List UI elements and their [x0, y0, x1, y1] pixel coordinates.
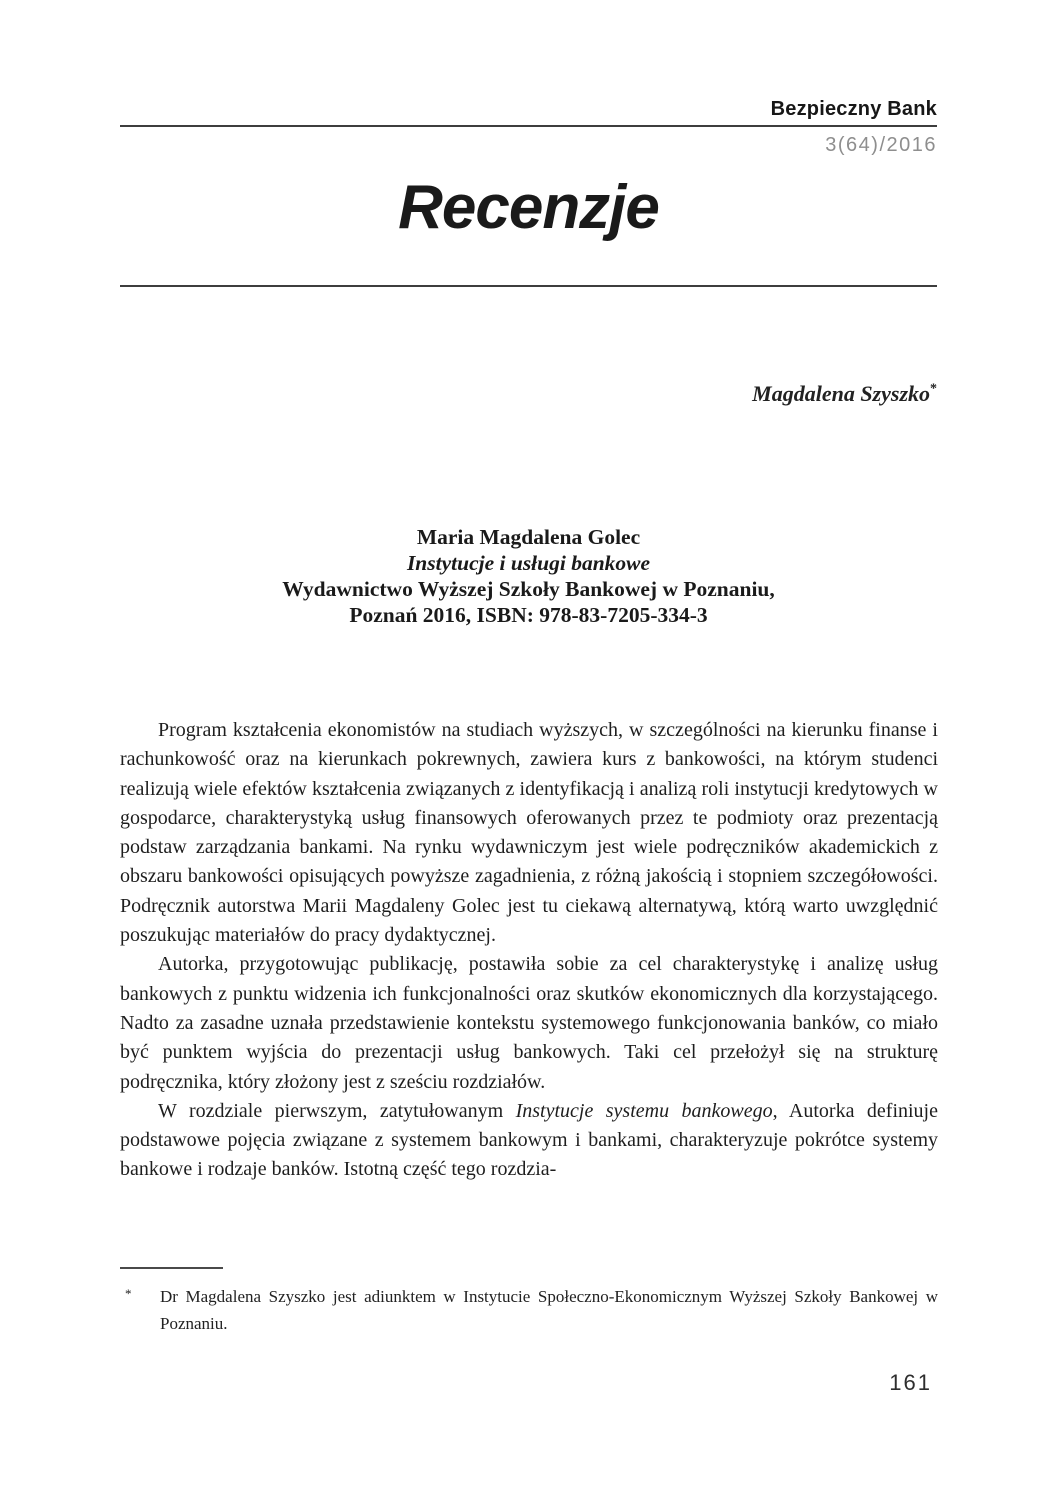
reviewer-footnote-marker: * [930, 381, 937, 397]
paragraph-3 [120, 1097, 938, 1185]
footnote-text: Dr Magdalena Szyszko jest adiunktem w Instytucie Społeczno-Ekonomicznym Wyższej Szkoły Bankowej w Poznaniu. [160, 1287, 938, 1333]
issue-number: 3(64)/2016 [825, 134, 937, 156]
reviewer-name-text: Magdalena Szyszko [752, 381, 930, 406]
book-author: Maria Magdalena Golec [416, 525, 641, 549]
footnote [120, 1283, 938, 1337]
paragraph-3-post: , Autorka definiuje podstawowe pojęcia związane z systemem bankowym i bankami, charakteryzuje pokrótce systemy bankowe i rodzaje banków. Istotną część tego rozdzia- [120, 1099, 938, 1181]
page-number: 161 [889, 1370, 932, 1395]
paragraph-3-pre: W rozdziale pierwszym, zatytułowanym [158, 1099, 516, 1122]
paragraph-1: Program kształcenia ekonomistów na studiach wyższych, w szczególności na kierunku finanse i rachunkowość oraz na kierunkach pokrewnych, zawiera kurs z bankowości, na którym studenci realizują wiele efektów kształcenia związanych z identyfikacją i analizą roli instytucji kredytowych w gospodarce, charakterystyką usług finansowych oferowanych przez te podmioty oraz prezentacją podstaw zarządzania bankami. Na rynku wydawniczym jest wiele podręczników akademickich z obszaru bankowości opisujących powyższe zagadnienia, z różną jakością i stopniem szczegółowości. Podręcznik autorstwa Marii Magdaleny Golec jest tu ciekawą alternatywą, którą warto uwzględnić poszukując materiałów do pracy dydaktycznej. [120, 719, 938, 947]
footnote-marker: * [125, 1286, 132, 1301]
journal-title: Bezpieczny Bank [770, 98, 937, 120]
paragraph-2: Autorka, przygotowując publikację, postawiła sobie za cel charakterystykę i analizę usług bankowych z punktu widzenia ich funkcjonalności oraz skutków ekonomicznych dla korzystającego. Nadto za zasadne uznała przedstawienie kontekstu systemowego funkcjonowania banków, co miało być punktem wyjścia do prezentacji usług bankowych. Taki cel przełożył się na strukturę podręcznika, który złożony jest z sześciu rozdziałów. [120, 953, 938, 1093]
review-body [120, 716, 938, 1185]
section-title: Recenzje [398, 173, 659, 242]
title-divider [120, 285, 937, 287]
book-reference [120, 524, 937, 628]
book-details: Poznań 2016, ISBN: 978-83-7205-334-3 [349, 603, 708, 627]
header-divider [120, 125, 937, 127]
footnote-divider [120, 1267, 223, 1269]
paragraph-3-chapter-title: Instytucje systemu bankowego [515, 1099, 773, 1122]
reviewer-name [752, 381, 937, 407]
book-title: Instytucje i usługi bankowe [406, 551, 651, 575]
book-publisher: Wydawnictwo Wyższej Szkoły Bankowej w Poznaniu, [282, 577, 775, 601]
